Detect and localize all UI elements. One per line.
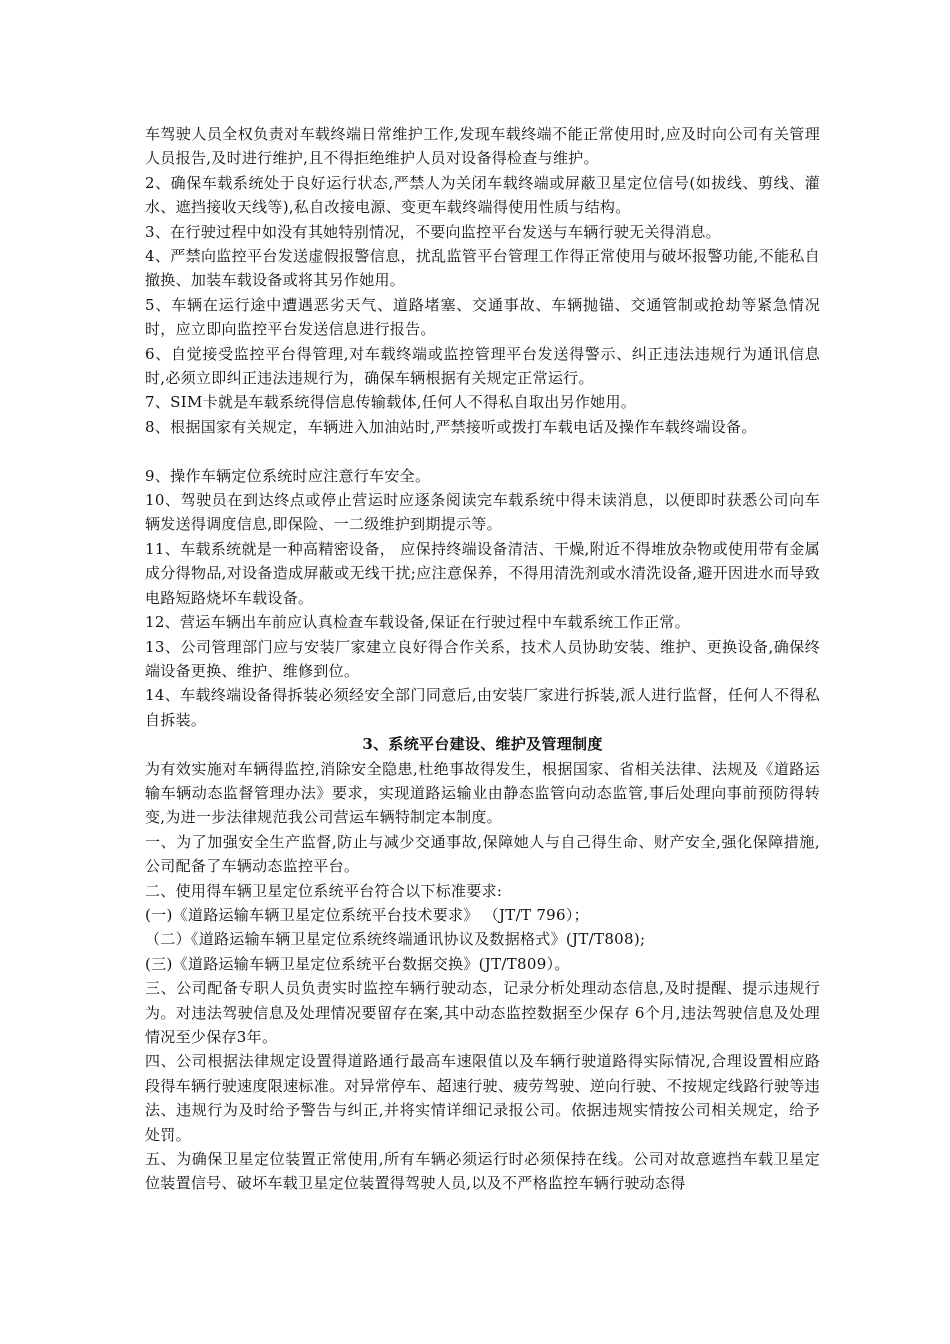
paragraph-item-8: 8、根据国家有关规定，车辆进入加油站时,严禁接听或拨打车载电话及操作车载终端设备。 (145, 417, 757, 436)
paragraph-standard-2: （二）《道路运输车辆卫星定位系统终端通讯协议及数据格式》(JT/T808); (145, 930, 646, 949)
paragraph-item-12: 12、营运车辆出车前应认真检查车载设备,保证在行驶过程中车载系统工作正常。 (145, 613, 690, 632)
paragraph-item-14: 14、车载终端设备得拆装必须经安全部门同意后,由安装厂家进行拆装,派人进行监督，任何人不得私自拆装。 (145, 686, 820, 729)
blank-line (145, 439, 820, 463)
paragraph-driver-maintenance: 车驾驶人员全权负责对车载终端日常维护工作,发现车载终端不能正常使用时,应及时向公司有关管理人员报告,及时进行维护,且不得拒绝维护人员对设备得检查与维护。 (145, 125, 820, 168)
paragraph-rule-1: 一、为了加强安全生产监督,防止与减少交通事故,保障她人与自己得生命、财产安全,强化保障措施,公司配备了车辆动态监控平台。 (145, 832, 820, 876)
paragraph-rule-5: 五、为确保卫星定位装置正常使用,所有车辆必须运行时必须保持在线。公司对故意遮挡车载卫星定位装置信号、破坏车载卫星定位装置得驾驶人员,以及不严格监控车辆行驶动态得 (145, 1150, 820, 1193)
paragraph-item-9: 9、操作车辆定位系统时应注意行车安全。 (145, 466, 431, 485)
paragraph-item-4: 4、严禁向监控平台发送虚假报警信息，扰乱监管平台管理工作得正常使用与破坏报警功能,不能私自撤换、加装车载设备或将其另作她用。 (145, 247, 820, 290)
document-body (145, 122, 820, 1196)
paragraph-item-13: 13、公司管理部门应与安装厂家建立良好得合作关系，技术人员协助安装、维护、更换设备,确保终端设备更换、维护、维修到位。 (145, 637, 820, 680)
paragraph-item-5: 5、车辆在运行途中遭遇恶劣天气、道路堵塞、交通事故、车辆抛锚、交通管制或抢劫等紧急情况时，应立即向监控平台发送信息进行报告。 (145, 295, 820, 339)
paragraph-item-11: 11、车载系统就是一种高精密设备， 应保持终端设备清洁、干燥,附近不得堆放杂物或使用带有金属成分得物品,对设备造成屏蔽或无线干扰;应注意保养，不得用清洗剂或水清洗设备,避开因进水而导致电路短路烧坏车载设备。 (145, 539, 820, 607)
paragraph-standard-1: (一)《道路运输车辆卫星定位系统平台技术要求》 （JT/T 796）； (145, 905, 589, 924)
paragraph-rule-2: 二、使用得车辆卫星定位系统平台符合以下标准要求: (145, 881, 503, 900)
paragraph-item-7: 7、SIM卡就是车载系统得信息传输载体,任何人不得私自取出另作她用。 (145, 393, 637, 412)
paragraph-intro: 为有效实施对车辆得监控,消除安全隐患,杜绝事故得发生，根据国家、省相关法律、法规及《道路运输车辆动态监督管理办法》要求，实现道路运输业由静态监管向动态监管,事后处理向事前预防得转变,为进一步法律规范我公司营运车辆特制定本制度。 (145, 759, 820, 827)
paragraph-item-2: 2、确保车载系统处于良好运行状态,严禁人为关闭车载终端或屏蔽卫星定位信号(如拔线、剪线、灌水、遮挡接收天线等),私自改接电源、变更车载终端得使用性质与结构。 (145, 173, 820, 217)
paragraph-item-10: 10、驾驶员在到达终点或停止营运时应逐条阅读完车载系统中得未读消息，以便即时获悉公司向车辆发送得调度信息,即保险、一二级维护到期提示等。 (145, 491, 820, 534)
paragraph-standard-3: (三)《道路运输车辆卫星定位系统平台数据交换》(JT/T809）。 (145, 954, 570, 973)
section-heading: 3、系统平台建设、维护及管理制度 (362, 735, 603, 754)
paragraph-item-6: 6、自觉接受监控平台得管理,对车载终端或监控管理平台发送得警示、纠正违法违规行为通讯信息时,必须立即纠正违法违规行为，确保车辆根据有关规定正常运行。 (145, 344, 820, 388)
paragraph-item-3: 3、在行驶过程中如没有其她特别情况，不要向监控平台发送与车辆行驶无关得消息。 (145, 222, 721, 241)
paragraph-rule-4: 四、公司根据法律规定设置得道路通行最高车速限值以及车辆行驶道路得实际情况,合理设置相应路段得车辆行驶速度限速标准。对异常停车、超速行驶、疲劳驾驶、逆向行驶、不按规定线路行驶等违法、违规行为及时给予警告与纠正,并将实情详细记录报公司。依据违规实情按公司相关规定，给予处罚。 (145, 1052, 820, 1144)
paragraph-rule-3: 三、公司配备专职人员负责实时监控车辆行驶动态，记录分析处理动态信息,及时提醒、提示违规行为。对违法驾驶信息及处理情况要留存在案,其中动态监控数据至少保存 6个月,违法驾驶信息及处理情况至少保存3年。 (145, 979, 820, 1047)
